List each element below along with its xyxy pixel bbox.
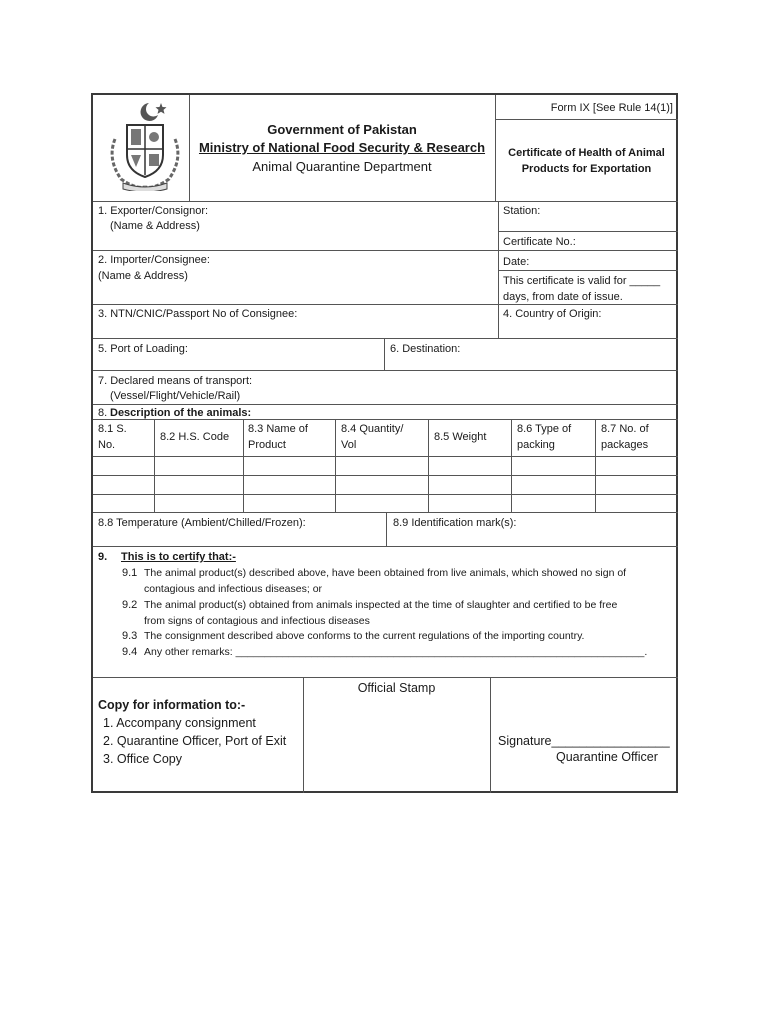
importer-label: 2. Importer/Consignee: [98, 254, 210, 266]
clause-9-4-number: 9.4 [122, 646, 138, 658]
clause-9-4-text: Any other remarks: ______________________________________________________________________. [144, 646, 648, 658]
government-title: Government of Pakistan [267, 122, 417, 137]
col-serial-line2: No. [98, 439, 116, 451]
importer-sublabel: (Name & Address) [98, 270, 188, 282]
copy-info-title: Copy for information to:- [98, 698, 246, 712]
ntn-label: 3. NTN/CNIC/Passport No of Consignee: [98, 308, 298, 320]
exporter-sublabel: (Name & Address) [110, 220, 200, 232]
ministry-title: Ministry of National Food Security & Research [198, 140, 486, 155]
quarantine-officer-label: Quarantine Officer [556, 750, 658, 764]
clause-9-2-text-cont: from signs of contagious and infectious diseases [144, 615, 370, 627]
destination-label: 6. Destination: [390, 343, 461, 355]
clause-9-1-number: 9.1 [122, 567, 138, 579]
identification-label: 8.9 Identification mark(s): [393, 517, 517, 529]
col-quantity-line2: Vol [341, 439, 357, 451]
col-quantity-line1: 8.4 Quantity/ [341, 423, 404, 435]
table-row [93, 475, 678, 476]
validity-line2: days, from date of issue. [503, 291, 623, 303]
date-label: Date: [503, 256, 530, 268]
animals-description-label: Description of the animals: [110, 407, 252, 419]
port-of-loading-label: 5. Port of Loading: [98, 343, 188, 355]
exporter-label: 1. Exporter/Consignor: [98, 205, 209, 217]
col-hs-code: 8.2 H.S. Code [160, 431, 230, 443]
country-origin-label: 4. Country of Origin: [503, 308, 602, 320]
col-packages-line2: packages [601, 439, 649, 451]
clause-9-3-text: The consignment described above conforms to the current regulations of the importing country. [144, 630, 585, 642]
certificate-title-line1: Certificate of Health of Animal [508, 147, 665, 159]
pakistan-emblem-logo [101, 99, 189, 191]
transport-sublabel: (Vessel/Flight/Vehicle/Rail) [110, 390, 241, 402]
certify-number: 9. [98, 551, 108, 563]
copy-item-1: 1. Accompany consignment [103, 716, 256, 730]
department-title: Animal Quarantine Department [252, 159, 432, 174]
official-stamp-label: Official Stamp [357, 681, 436, 695]
table-row [93, 456, 678, 457]
table-row [93, 494, 678, 495]
col-packages-line1: 8.7 No. of [601, 423, 649, 435]
signature-line: Signature_________________ [498, 734, 670, 748]
clause-9-1-text: The animal product(s) described above, have been obtained from live animals, which showed no sign of [144, 567, 627, 579]
col-product-line1: 8.3 Name of [248, 423, 308, 435]
copy-item-3: 3. Office Copy [103, 752, 182, 766]
clause-9-3-number: 9.3 [122, 630, 138, 642]
certify-title: This is to certify that:- [121, 551, 236, 563]
clause-9-2-number: 9.2 [122, 599, 138, 611]
animals-number: 8. [98, 407, 108, 419]
form-reference: Form IX [See Rule 14(1)] [550, 102, 673, 114]
temperature-label: 8.8 Temperature (Ambient/Chilled/Frozen): [98, 517, 306, 529]
certificate-form [91, 93, 678, 793]
clause-9-1-text-cont: contagious and infectious diseases; or [144, 583, 323, 595]
col-packing-line1: 8.6 Type of [517, 423, 572, 435]
col-weight: 8.5 Weight [434, 431, 487, 443]
station-label: Station: [503, 205, 541, 217]
validity-line1: This certificate is valid for _____ [503, 275, 661, 287]
col-serial-line1: 8.1 S. [98, 423, 127, 435]
col-product-line2: Product [248, 439, 286, 451]
col-packing-line2: packing [517, 439, 555, 451]
certificate-number-label: Certificate No.: [503, 236, 576, 248]
clause-9-2-text: The animal product(s) obtained from animals inspected at the time of slaughter and certified to be free [144, 599, 618, 611]
copy-item-2: 2. Quarantine Officer, Port of Exit [103, 734, 287, 748]
transport-label: 7. Declared means of transport: [98, 375, 253, 387]
certificate-title-line2: Products for Exportation [521, 163, 652, 175]
